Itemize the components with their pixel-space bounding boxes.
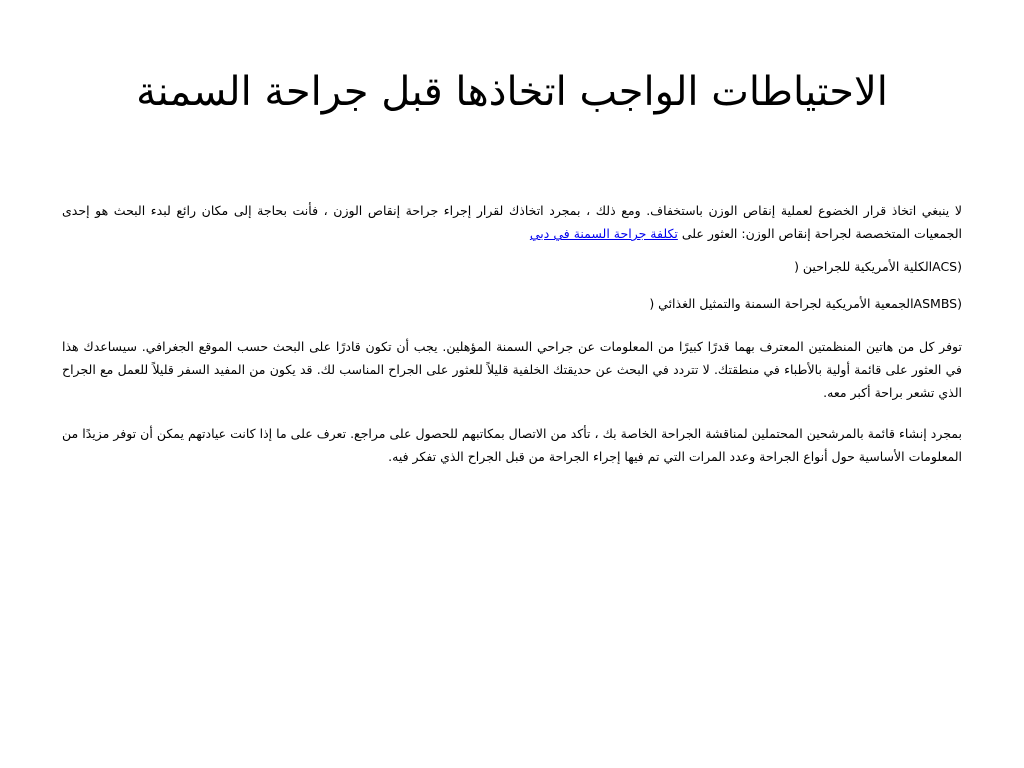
slide-body [62, 199, 962, 468]
intro-paragraph-text: لا ينبغي اتخاذ قرار الخضوع لعملية إنقاص الوزن باستخفاف. ومع ذلك ، بمجرد اتخاذك لقرار إجراء جراحة إنقاص الوزن ، فأنت بحاجة إلى مكان رائع لبدء البحث هو إحدى الجمعيات المتخصصة لجراحة إنقاص الوزن: العثور على [62, 203, 962, 241]
organizations-paragraph: توفر كل من هاتين المنظمتين المعترف بهما قدرًا كبيرًا من المعلومات عن جراحي السمنة المؤهلين. يجب أن تكون قادرًا على البحث حسب الموقع الجغرافي. سيساعدك هذا في العثور على قائمة أولية بالأطباء في منطقتك. لا تتردد في البحث عن حديقتك الخلفية قليلاً للعثور على الجراح المناسب لك. قد يكون من المفيد السفر قليلاً للعمل مع الجراح الذي تشعر براحة أكبر معه. [62, 339, 962, 400]
references-paragraph: بمجرد إنشاء قائمة بالمرشحين المحتملين لمناقشة الجراحة الخاصة بك ، تأكد من الاتصال بمكاتبهم للحصول على مراجع. تعرف على ما إذا كانت عيادتهم يمكن أن توفر مزيدًا من المعلومات الأساسية حول أنواع الجراحة وعدد المرات التي تم فيها إجراء الجراحة من قبل الجراح الذي تفكر فيه. [62, 426, 962, 464]
intro-paragraph [62, 199, 962, 245]
cost-link[interactable]: تكلفة جراحة السمنة في دبي [529, 226, 678, 241]
slide-title: الاحتياطات الواجب اتخاذها قبل جراحة السمنة [136, 69, 888, 115]
organization-acs: (ACSالكلية الأمريكية للجراحين ( [794, 259, 962, 274]
organization-asmbs: (ASMBSالجمعية الأمريكية لجراحة السمنة والتمثيل الغذائي ( [649, 296, 962, 311]
